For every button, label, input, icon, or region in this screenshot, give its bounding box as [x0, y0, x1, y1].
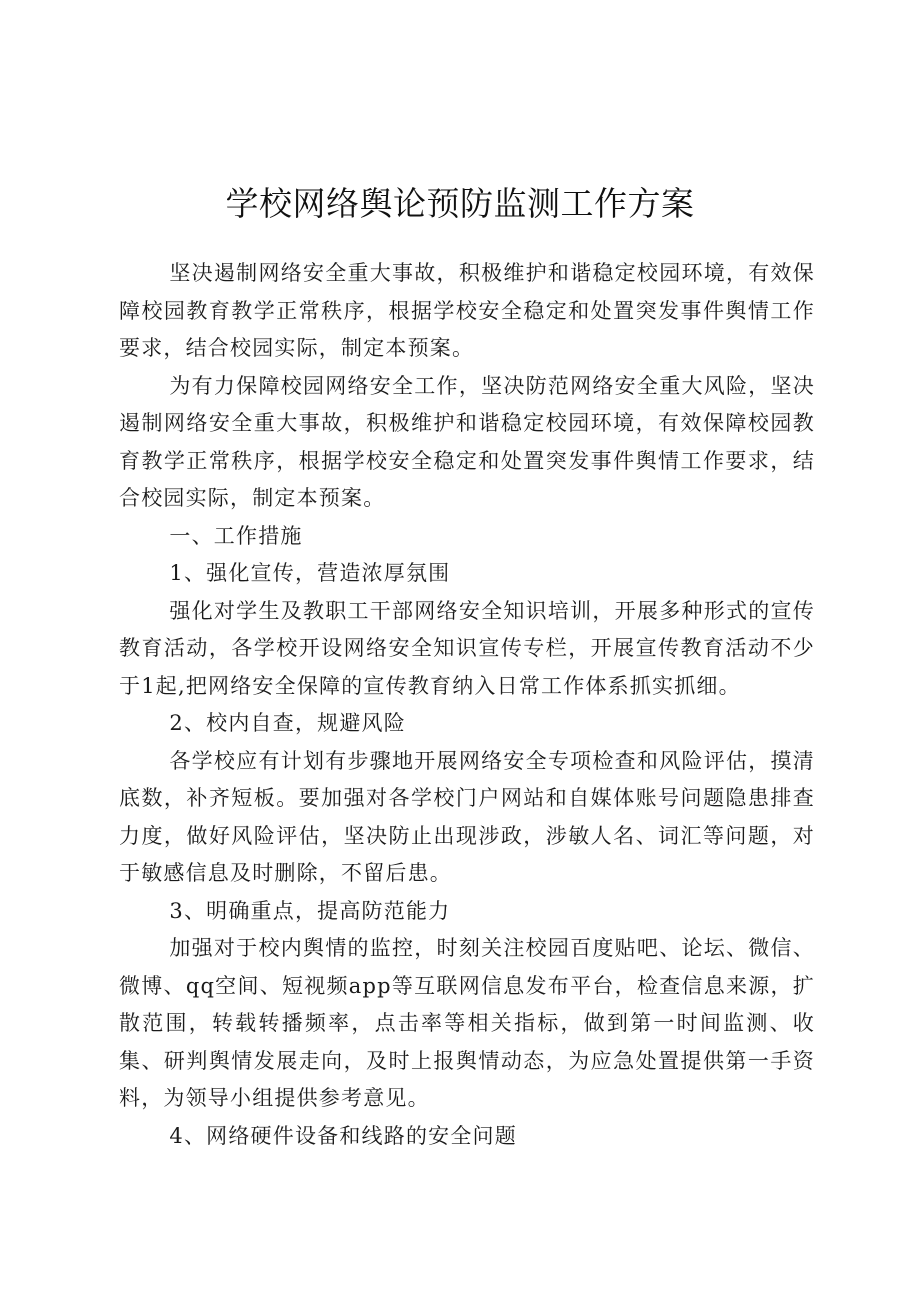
- subheading-key-points: 3、明确重点，提高防范能力: [169, 898, 451, 923]
- paragraph-key-points: 加强对于校内舆情的监控，时刻关注校园百度贴吧、论坛、微信、微博、qq空间、短视频app等互联网信息发布平台，检查信息来源，扩散范围，转载转播频率，点击率等相关指标，做到第一时间监测、收集、研判舆情发展走向，及时上报舆情动态，为应急处置提供第一手资料，为领导小组提供参考意见。: [119, 936, 815, 1110]
- subheading-hardware: 4、网络硬件设备和线路的安全问题: [169, 1123, 517, 1148]
- paragraph-publicity: 强化对学生及教职工干部网络安全知识培训，开展多种形式的宣传教育活动，各学校开设网络安全知识宣传专栏，开展宣传教育活动不少于1起,把网络安全保障的宣传教育纳入日常工作体系抓实抓细。: [119, 598, 815, 698]
- intro-paragraph-1: 坚决遏制网络安全重大事故，积极维护和谐稳定校园环境，有效保障校园教育教学正常秩序，根据学校安全稳定和处置突发事件舆情工作要求，结合校园实际，制定本预案。: [119, 261, 815, 360]
- document-body: [119, 255, 815, 1155]
- paragraph-self-check: 各学校应有计划有步骤地开展网络安全专项检查和风险评估，摸清底数，补齐短板。要加强对各学校门户网站和自媒体账号问题隐患排查力度，做好风险评估，坚决防止出现涉政，涉敏人名、词汇等问题，对于敏感信息及时删除，不留后患。: [119, 748, 815, 885]
- section-heading-measures: 一、工作措施: [169, 523, 303, 548]
- subheading-self-check: 2、校内自查，规避风险: [169, 711, 406, 735]
- subheading-publicity: 1、强化宣传，营造浓厚氛围: [169, 561, 451, 585]
- intro-paragraph-2: 为有力保障校园网络安全工作，坚决防范网络安全重大风险，坚决遏制网络安全重大事故，积极维护和谐稳定校园环境，有效保障校园教育教学正常秩序，根据学校安全稳定和处置突发事件舆情工作要求，结合校园实际，制定本预案。: [119, 373, 815, 510]
- document-title: 学校网络舆论预防监测工作方案: [225, 184, 695, 223]
